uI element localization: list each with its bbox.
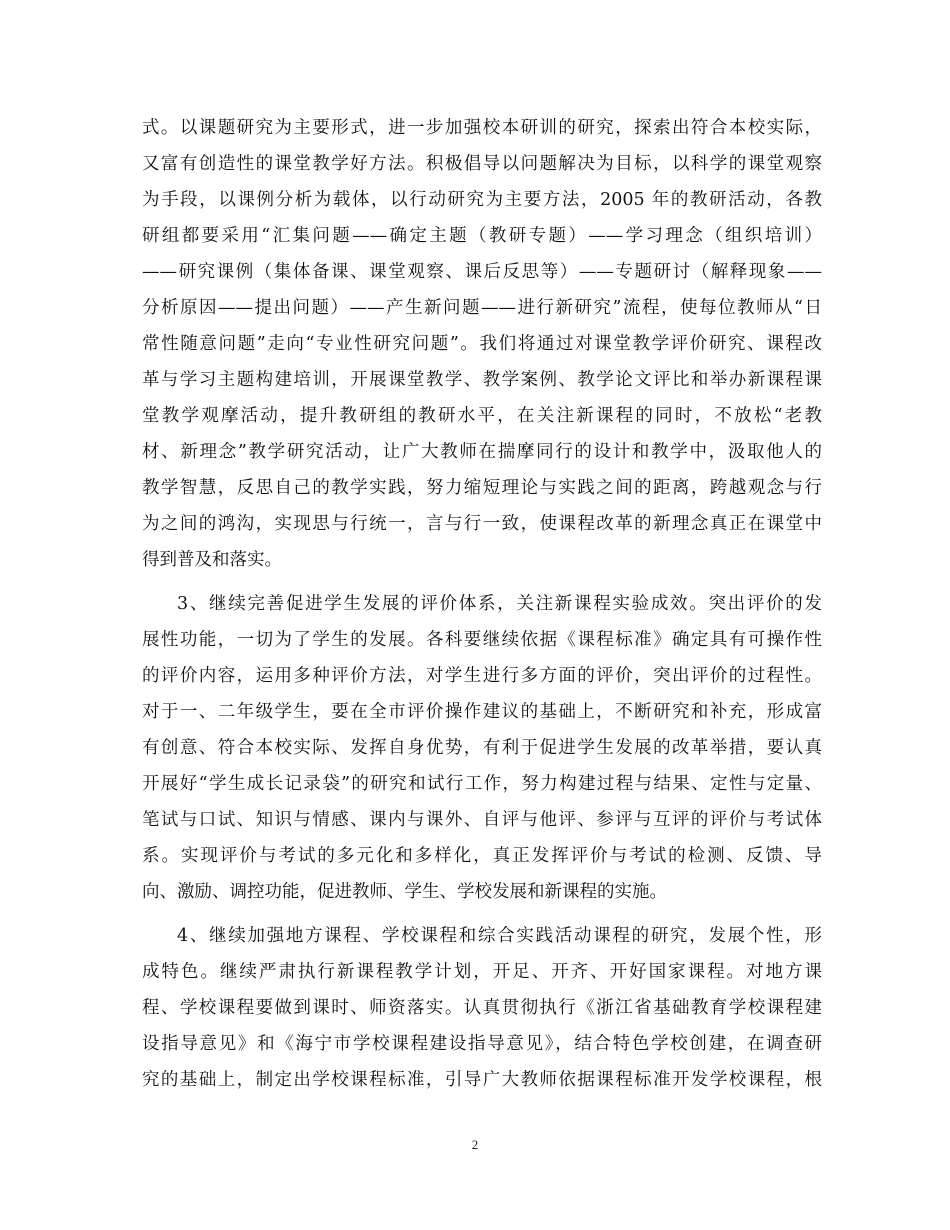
paragraph-2-line-1: 3、继续完善促进学生发展的评价体系，关注新课程实验成效。突出评价的发 xyxy=(177,594,822,614)
paragraph-1-line-8: 革与学习主题构建培训，开展课堂教学、教学案例、教学论文评比和举办新课程课 xyxy=(142,370,822,390)
paragraph-1-line-6: 分析原因——提出问题）——产生新问题——进行新研究”流程，使每位教师从“日 xyxy=(142,298,822,318)
paragraph-3-line-4: 设指导意见》和《海宁市学校课程建设指导意见》，结合特色学校创建，在调查研 xyxy=(142,1034,822,1054)
page-number: 2 xyxy=(471,1137,479,1152)
paragraph-2-line-4: 对于一、二年级学生，要在全市评价操作建议的基础上，不断研究和补充，形成富 xyxy=(142,702,822,722)
paragraph-2-line-3: 的评价内容，运用多种评价方法，对学生进行多方面的评价，突出评价的过程性。 xyxy=(142,666,822,686)
paragraph-1-line-3: 为手段，以课例分析为载体，以行动研究为主要方法，2005 年的教研活动，各教 xyxy=(142,190,822,210)
paragraph-1-line-11: 教学智慧，反思自己的教学实践，努力缩短理论与实践之间的距离，跨越观念与行 xyxy=(142,478,822,498)
paragraph-3-line-5: 究的基础上，制定出学校课程标准，引导广大教师依据课程标准开发学校课程，根 xyxy=(142,1070,822,1090)
paragraph-2-line-2: 展性功能，一切为了学生的发展。各科要继续依据《课程标准》确定具有可操作性 xyxy=(142,630,822,650)
paragraph-2-line-5: 有创意、符合本校实际、发挥自身优势，有利于促进学生发展的改革举措，要认真 xyxy=(142,738,822,758)
paragraph-1-line-5: ——研究课例（集体备课、课堂观察、课后反思等）——专题研讨（解释现象—— xyxy=(142,262,822,282)
paragraph-3-line-1: 4、继续加强地方课程、学校课程和综合实践活动课程的研究，发展个性，形 xyxy=(177,926,822,946)
paragraph-2-line-8: 系。实现评价与考试的多元化和多样化，真正发挥评价与考试的检测、反馈、导 xyxy=(142,846,822,866)
paragraph-1-line-7: 常性随意问题”走向“专业性研究问题”。我们将通过对课堂教学评价研究、课程改 xyxy=(142,334,822,354)
paragraph-3-line-2: 成特色。继续严肃执行新课程教学计划，开足、开齐、开好国家课程。对地方课 xyxy=(142,962,822,982)
paragraph-1-line-2: 又富有创造性的课堂教学好方法。积极倡导以问题解决为目标，以科学的课堂观察 xyxy=(142,154,822,174)
paragraph-3-line-3: 程、学校课程要做到课时、师资落实。认真贯彻执行《浙江省基础教育学校课程建 xyxy=(142,998,822,1018)
paragraph-2-line-7: 笔试与口试、知识与情感、课内与课外、自评与他评、参评与互评的评价与考试体 xyxy=(142,810,822,830)
paragraph-1-line-13: 得到普及和落实。 xyxy=(142,550,282,570)
paragraph-2-line-6: 开展好“学生成长记录袋”的研究和试行工作，努力构建过程与结果、定性与定量、 xyxy=(142,774,822,794)
paragraph-1-line-1: 式。以课题研究为主要形式，进一步加强校本研训的研究，探索出符合本校实际， xyxy=(142,118,822,138)
paragraph-1-line-4: 研组都要采用“汇集问题——确定主题（教研专题）——学习理念（组织培训） xyxy=(142,226,822,246)
paragraph-1-line-12: 为之间的鸿沟，实现思与行统一，言与行一致，使课程改革的新理念真正在课堂中 xyxy=(142,514,822,534)
paragraph-1-line-9: 堂教学观摩活动，提升教研组的教研水平，在关注新课程的同时，不放松“老教 xyxy=(142,406,822,426)
paragraph-2-line-9: 向、激励、调控功能，促进教师、学生、学校发展和新课程的实施。 xyxy=(142,882,667,902)
paragraph-1-line-10: 材、新理念”教学研究活动，让广大教师在揣摩同行的设计和教学中，汲取他人的 xyxy=(142,442,822,462)
